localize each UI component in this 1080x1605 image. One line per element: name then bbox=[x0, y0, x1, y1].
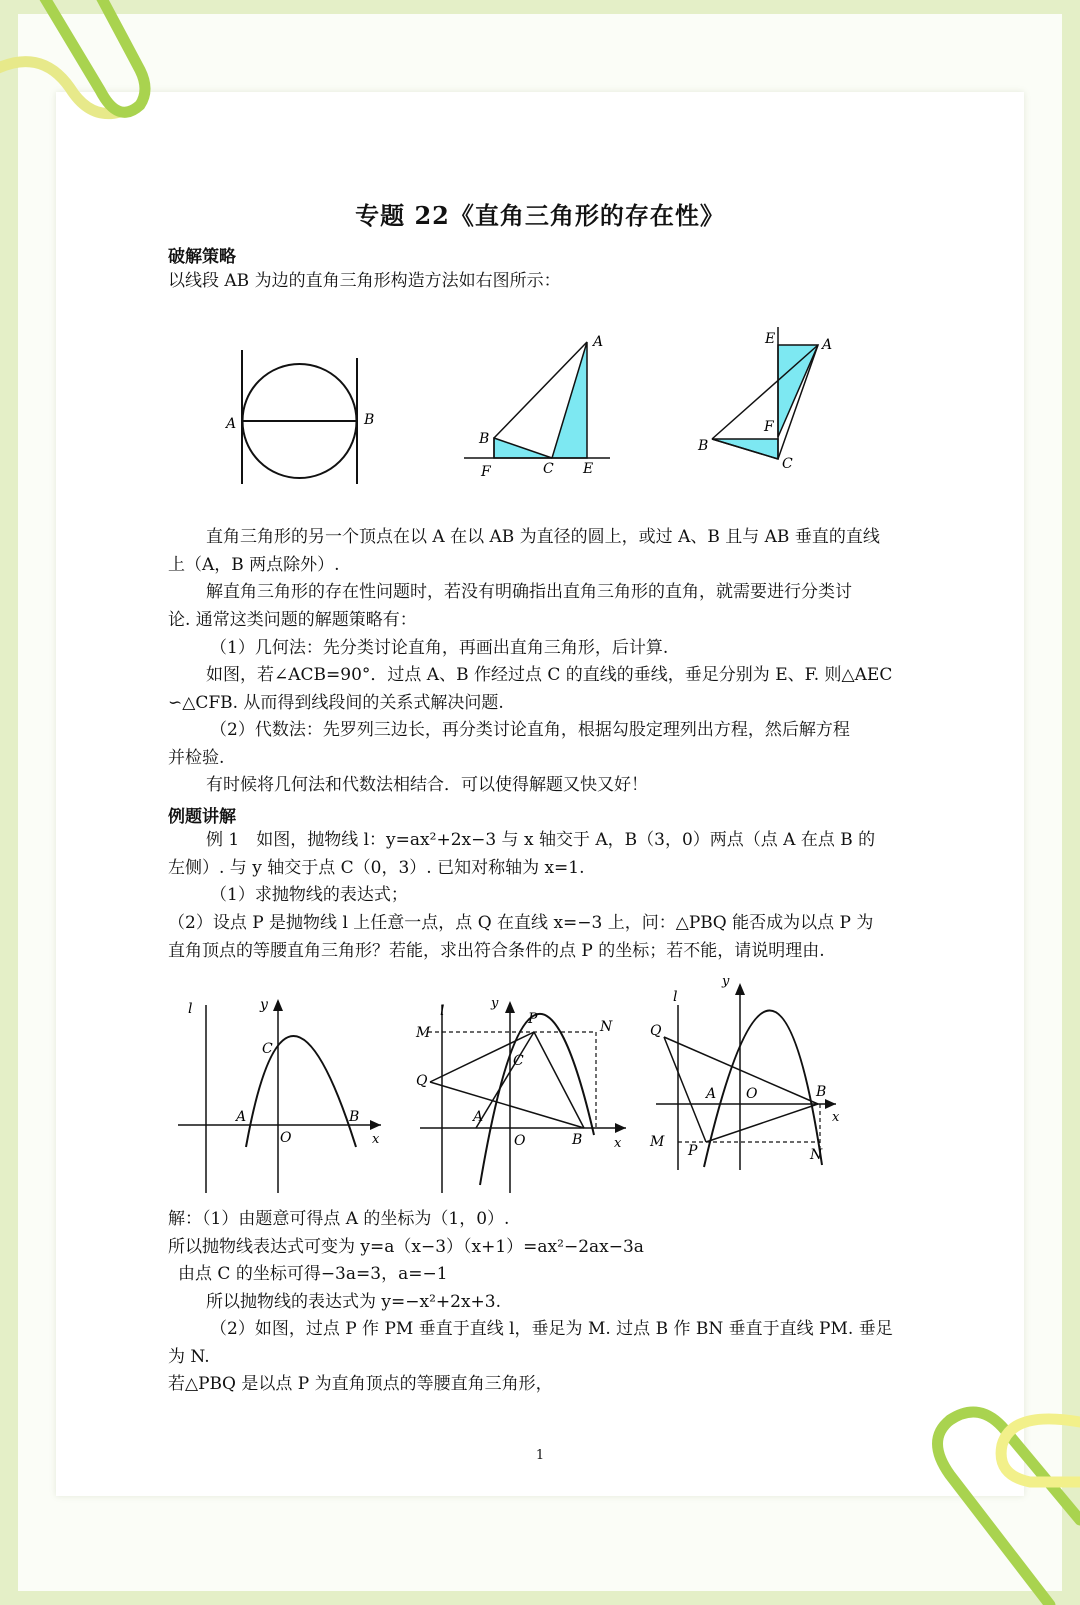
graph3-label-p: P bbox=[688, 1143, 698, 1159]
fig2-label-b: B bbox=[479, 431, 490, 447]
fig2-label-e: E bbox=[583, 461, 594, 477]
strategy-para2-line1: 解直角三角形的存在性问题时，若没有明确指出直角三角形的直角，就需要进行分类讨 bbox=[206, 582, 852, 602]
example-heading: 例题讲解 bbox=[168, 807, 236, 827]
strategy-para2-line2: 论. 通常这类问题的解题策略有： bbox=[168, 610, 417, 630]
graph3-label-n: N bbox=[810, 1147, 823, 1163]
strategy-method2-line2: 并检验. bbox=[168, 748, 225, 768]
graph-parabola-2 bbox=[418, 995, 638, 1199]
fig1-label-a: A bbox=[226, 416, 237, 432]
graph3-label-y: y bbox=[722, 974, 730, 989]
fig2-label-c: C bbox=[543, 461, 554, 477]
graph2-label-l: l bbox=[440, 1003, 445, 1019]
fig3-label-a: A bbox=[822, 337, 833, 353]
page-number: 1 bbox=[535, 1448, 545, 1463]
graph3-label-q: Q bbox=[650, 1023, 662, 1039]
graph-parabola-3 bbox=[650, 974, 856, 1199]
graph2-label-a: A bbox=[473, 1109, 484, 1125]
strategy-intro: 以线段 AB 为边的直角三角形构造方法如右图所示： bbox=[168, 271, 561, 291]
graph1-label-l: l bbox=[188, 1001, 193, 1017]
graph1-label-x: x bbox=[372, 1132, 380, 1147]
solution-step1: 解：（1）由题意可得点 A 的坐标为（1，0）. bbox=[168, 1209, 510, 1229]
strategy-heading: 破解策略 bbox=[168, 247, 236, 267]
document-title: 专题 22《直角三角形的存在性》 bbox=[355, 201, 725, 230]
graph2-label-q: Q bbox=[416, 1073, 428, 1089]
solution-step3: 由点 C 的坐标可得−3a=3，a=−1 bbox=[178, 1264, 448, 1284]
figure-triangle-vertical bbox=[700, 325, 850, 489]
strategy-method2-line1: （2）代数法：先罗列三边长，再分类讨论直角，根据勾股定理列出方程，然后解方程 bbox=[210, 720, 850, 740]
graph1-label-c: C bbox=[262, 1041, 273, 1057]
graph3-label-o: O bbox=[746, 1086, 758, 1102]
fig3-label-f: F bbox=[764, 419, 774, 435]
graph1-label-a: A bbox=[236, 1109, 247, 1125]
example1-question2-line1: （2）设点 P 是抛物线 l 上任意一点，点 Q 在直线 x=−3 上，问：△PBQ 能否成为以点 P 为 bbox=[168, 913, 874, 933]
graph3-label-b: B bbox=[816, 1084, 827, 1100]
fig2-label-a: A bbox=[593, 334, 604, 350]
graph3-label-m: M bbox=[650, 1134, 665, 1150]
strategy-method1-expl-line1: 如图，若∠ACB=90°．过点 A、B 作经过点 C 的直线的垂线，垂足分别为 E、F. 则△AEC bbox=[206, 665, 893, 685]
fig3-label-e: E bbox=[765, 331, 776, 347]
graph3-label-a: A bbox=[706, 1086, 717, 1102]
graph2-label-x: x bbox=[614, 1136, 622, 1151]
solution-step2: 所以抛物线表达式可变为 y=a（x−3）（x+1）=ax²−2ax−3a bbox=[168, 1237, 644, 1257]
strategy-para1-line1: 直角三角形的另一个顶点在以 A 在以 AB 为直径的圆上，或过 A、B 且与 AB 垂直的直线 bbox=[206, 527, 880, 547]
graph2-label-p: P bbox=[528, 1011, 538, 1027]
fig1-label-b: B bbox=[364, 412, 375, 428]
fig3-label-b: B bbox=[698, 438, 709, 454]
strategy-method1: （1）几何法：先分类讨论直角，再画出直角三角形，后计算. bbox=[210, 638, 669, 658]
example1-line1: 例 1 如图，抛物线 l：y=ax²+2x−3 与 x 轴交于 A，B（3，0）两点（点 A 在点 B 的 bbox=[206, 830, 876, 850]
graph1-label-y: y bbox=[260, 997, 268, 1013]
solution-step6: 若△PBQ 是以点 P 为直角顶点的等腰直角三角形， bbox=[168, 1374, 553, 1394]
graph2-label-o: O bbox=[514, 1133, 526, 1149]
example1-line2: 左侧）. 与 y 轴交于点 C（0，3）. 已知对称轴为 x=1. bbox=[168, 858, 585, 878]
graph2-label-n: N bbox=[600, 1019, 613, 1035]
graph2-label-b: B bbox=[572, 1132, 583, 1148]
graph-parabola-1 bbox=[176, 995, 391, 1199]
strategy-method1-expl-line2: ∽△CFB. 从而得到线段间的关系式解决问题. bbox=[168, 693, 504, 713]
graph2-label-m: M bbox=[416, 1025, 431, 1041]
example1-question1: （1）求抛物线的表达式； bbox=[210, 885, 408, 905]
graph2-label-y: y bbox=[491, 996, 499, 1011]
graph1-label-b: B bbox=[349, 1109, 360, 1125]
strategy-combine: 有时候将几何法和代数法相结合．可以使得解题又快又好！ bbox=[206, 775, 648, 795]
solution-step5-line2: 为 N. bbox=[168, 1347, 210, 1367]
graph2-label-c: C bbox=[513, 1053, 524, 1069]
graph3-label-x: x bbox=[832, 1110, 840, 1125]
graph3-label-l: l bbox=[673, 989, 678, 1005]
figure-triangle-ef bbox=[462, 330, 632, 494]
fig2-label-f: F bbox=[481, 464, 491, 480]
solution-step4: 所以抛物线的表达式为 y=−x²+2x+3. bbox=[206, 1292, 502, 1312]
figure-circle-construction bbox=[222, 348, 382, 492]
solution-step5-line1: （2）如图，过点 P 作 PM 垂直于直线 l，垂足为 M. 过点 B 作 BN 垂直于直线 PM. 垂足 bbox=[210, 1319, 893, 1339]
fig3-label-c: C bbox=[782, 456, 793, 472]
strategy-para1-line2: 上（A，B 两点除外）. bbox=[168, 555, 340, 575]
graph1-label-o: O bbox=[280, 1130, 292, 1146]
example1-question2-line2: 直角顶点的等腰直角三角形？若能，求出符合条件的点 P 的坐标；若不能，请说明理由. bbox=[168, 941, 825, 961]
